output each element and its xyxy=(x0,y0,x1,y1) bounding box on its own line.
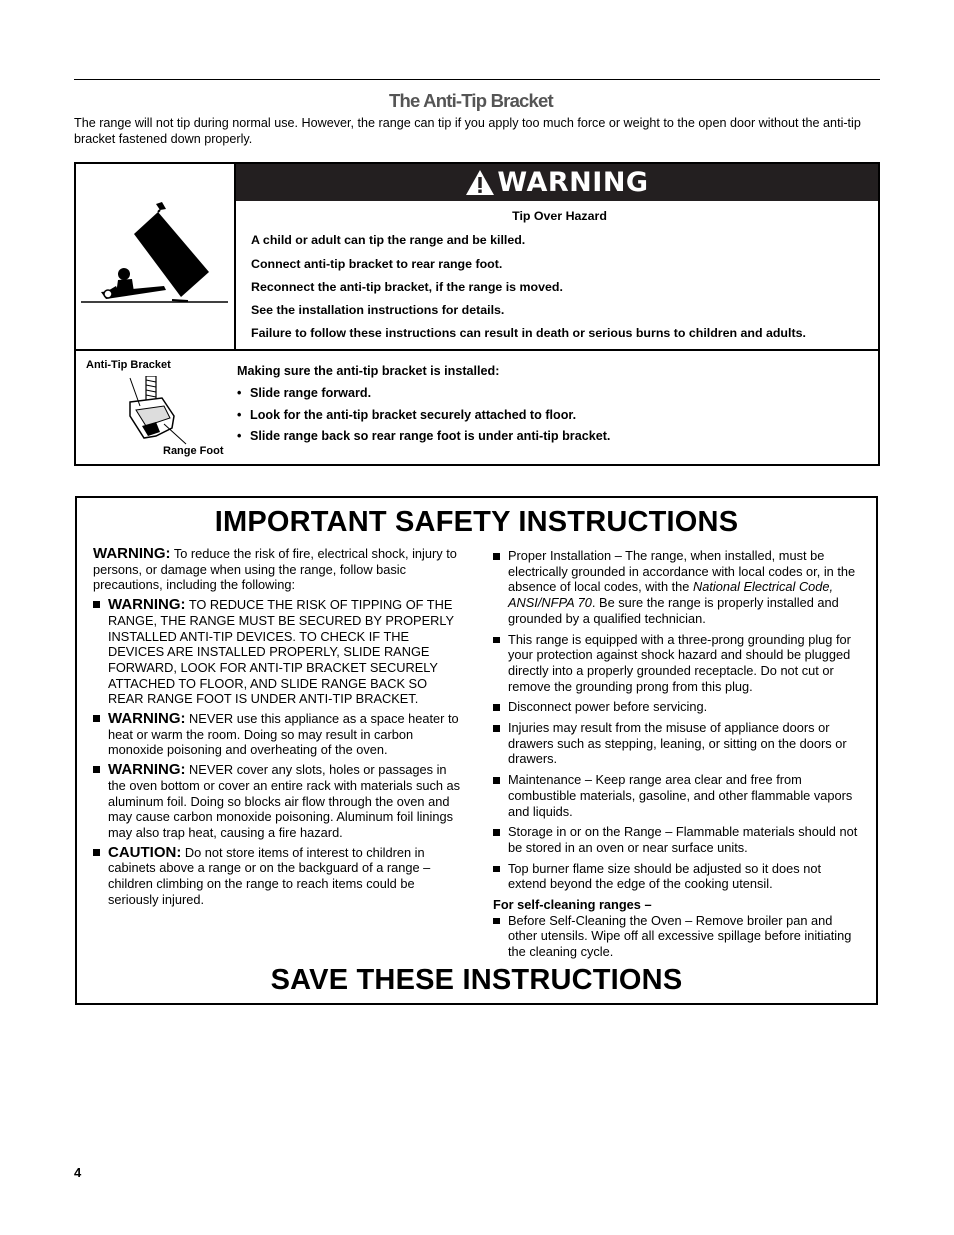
warning-line: A child or adult can tip the range and be killed. xyxy=(251,233,526,247)
square-bullet-icon xyxy=(493,637,500,644)
list-item xyxy=(493,824,861,855)
hazard-title: Tip Over Hazard xyxy=(512,209,607,223)
section-title: The Anti-Tip Bracket xyxy=(389,90,553,111)
list-item xyxy=(493,699,861,715)
warning-header xyxy=(236,164,878,201)
item-text: Top burner flame size should be adjusted so it does not extend beyond the edge of the cooking utensil. xyxy=(508,860,822,892)
anti-tip-bracket-illustration-icon xyxy=(116,376,196,446)
tip-over-illustration-panel xyxy=(76,164,236,349)
self-cleaning-heading: For self-cleaning ranges – xyxy=(493,897,652,913)
step-text: Slide range forward. xyxy=(250,386,372,400)
item-text: NEVER cover any slots, holes or passages in the oven bottom or cover an entire rack with materials such as aluminum foil. Doing so blocks air flow through the oven and may cause carbon monoxide poisoning. Aluminum foil linings may also trap heat, causing a fire hazard. xyxy=(108,762,461,840)
square-bullet-icon xyxy=(493,918,500,925)
square-bullet-icon xyxy=(493,829,500,836)
square-bullet-icon xyxy=(493,866,500,873)
item-text: Storage in or on the Range – Flammable materials should not be stored in an oven or near surface units. xyxy=(508,824,858,855)
square-bullet-icon xyxy=(93,766,100,773)
anti-tip-bracket-label: Anti-Tip Bracket xyxy=(86,359,171,371)
making-sure-heading: Making sure the anti-tip bracket is installed: xyxy=(237,364,500,378)
item-text: Proper Installation – The range, when installed, must be electrically grounded in accordance with local codes or, in the absence of local codes, with the xyxy=(508,548,856,595)
intro-text: To reduce the risk of fire, electrical shock, injury to persons, or damage when using the range, follow basic precautions, including the following: xyxy=(93,546,457,593)
list-item xyxy=(493,632,861,695)
square-bullet-icon xyxy=(493,777,500,784)
list-item xyxy=(93,597,463,707)
safety-right-column xyxy=(493,548,861,965)
square-bullet-icon xyxy=(93,849,100,856)
item-text: TO REDUCE THE RISK OF TIPPING OF THE RANGE, THE RANGE MUST BE SECURED BY PROPERLY INSTALLED ANTI-TIP DEVICES. TO CHECK IF THE DEVICES ARE INSTALLED PROPERLY, SLIDE RANGE FORWARD, LOOK FOR ANTI-TIP BRACKET SECURELY ATTACHED TO FLOOR, AND SLIDE RANGE BACK SO REAR RANGE FOOT IS UNDER ANTI-TIP BRACKET. xyxy=(108,597,454,707)
square-bullet-icon xyxy=(93,715,100,722)
square-bullet-icon xyxy=(493,704,500,711)
range-foot-label: Range Foot xyxy=(163,445,224,457)
list-item xyxy=(493,861,861,892)
warning-line: Connect anti-tip bracket to rear range foot. xyxy=(251,257,503,271)
item-text: This range is equipped with a three-prong grounding plug for your protection against shock hazard and should be plugged directly into a properly grounded receptacle. Do not cut or remove the grounding prong from this plug. xyxy=(508,631,851,694)
item-text: Before Self-Cleaning the Oven – Remove broiler pan and other utensils. Wipe off all excessive spillage before initiating the cleaning cycle. xyxy=(508,912,852,960)
list-item xyxy=(237,408,610,430)
safety-left-column xyxy=(93,546,463,907)
list-item xyxy=(493,720,861,767)
keyword: WARNING: xyxy=(108,596,186,614)
list-item xyxy=(493,548,861,627)
list-item xyxy=(237,429,610,451)
warning-line: See the installation instructions for details. xyxy=(251,303,505,317)
list-item xyxy=(493,913,861,960)
save-instructions-title: SAVE THESE INSTRUCTIONS xyxy=(270,964,683,996)
item-text: NEVER use this appliance as a space heater to heat or warm the room. Doing so may result in carbon monoxide poisoning and overheating of the oven. xyxy=(108,711,459,758)
safety-title: IMPORTANT SAFETY INSTRUCTIONS xyxy=(214,506,739,538)
keyword: WARNING: xyxy=(108,761,186,779)
item-text: Do not store items of interest to children in cabinets above a range or on the backguard of a range – children climbing on the range to reach items could be seriously injured. xyxy=(108,844,431,907)
item-text: Maintenance – Keep range area clear and free from combustible materials, gasoline, and other flammable vapors and liquids. xyxy=(508,772,853,819)
item-text: Injuries may result from the misuse of appliance doors or drawers such as stepping, leaning, or sitting on the doors or drawers. xyxy=(508,720,847,767)
keyword: CAUTION: xyxy=(108,843,182,861)
page-number: 4 xyxy=(74,1165,82,1180)
install-check-steps xyxy=(237,386,610,451)
warning-body xyxy=(251,202,868,340)
keyword: WARNING: xyxy=(93,545,171,562)
bullet-dot: • xyxy=(237,429,242,444)
list-item xyxy=(93,762,463,841)
safety-intro xyxy=(93,546,463,593)
warning-divider xyxy=(76,349,878,351)
square-bullet-icon xyxy=(493,553,500,560)
list-item xyxy=(93,845,463,908)
anti-tip-warning-box xyxy=(74,162,880,466)
warning-triangle-icon xyxy=(465,169,495,196)
safety-instructions-box xyxy=(75,496,878,1005)
code-reference: National Electrical Code, ANSI/NFPA 70 xyxy=(508,579,834,611)
top-rule xyxy=(74,79,880,80)
list-item xyxy=(237,386,610,408)
intro-paragraph: The range will not tip during normal use. However, the range can tip if you apply too much force or weight to the open door without the anti-tip bracket fastened down properly. xyxy=(74,116,861,146)
bullet-dot: • xyxy=(237,407,242,422)
warning-line: Reconnect the anti-tip bracket, if the range is moved. xyxy=(251,280,563,294)
square-bullet-icon xyxy=(93,601,100,608)
step-text: Slide range back so rear range foot is under anti-tip bracket. xyxy=(250,429,611,444)
list-item xyxy=(493,772,861,819)
warning-line: Failure to follow these instructions can result in death or serious burns to children and adults. xyxy=(251,326,806,340)
list-item xyxy=(93,711,463,758)
keyword: WARNING: xyxy=(108,710,186,728)
step-text: Look for the anti-tip bracket securely attached to floor. xyxy=(250,407,577,422)
item-text: Disconnect power before servicing. xyxy=(508,699,708,715)
square-bullet-icon xyxy=(493,725,500,732)
tipping-range-illustration-icon xyxy=(76,164,234,349)
item-text: . Be sure the range is properly installed and grounded by a qualified technician. xyxy=(508,595,839,626)
warning-header-text: WARNING xyxy=(497,167,649,198)
bullet-dot: • xyxy=(237,386,242,400)
